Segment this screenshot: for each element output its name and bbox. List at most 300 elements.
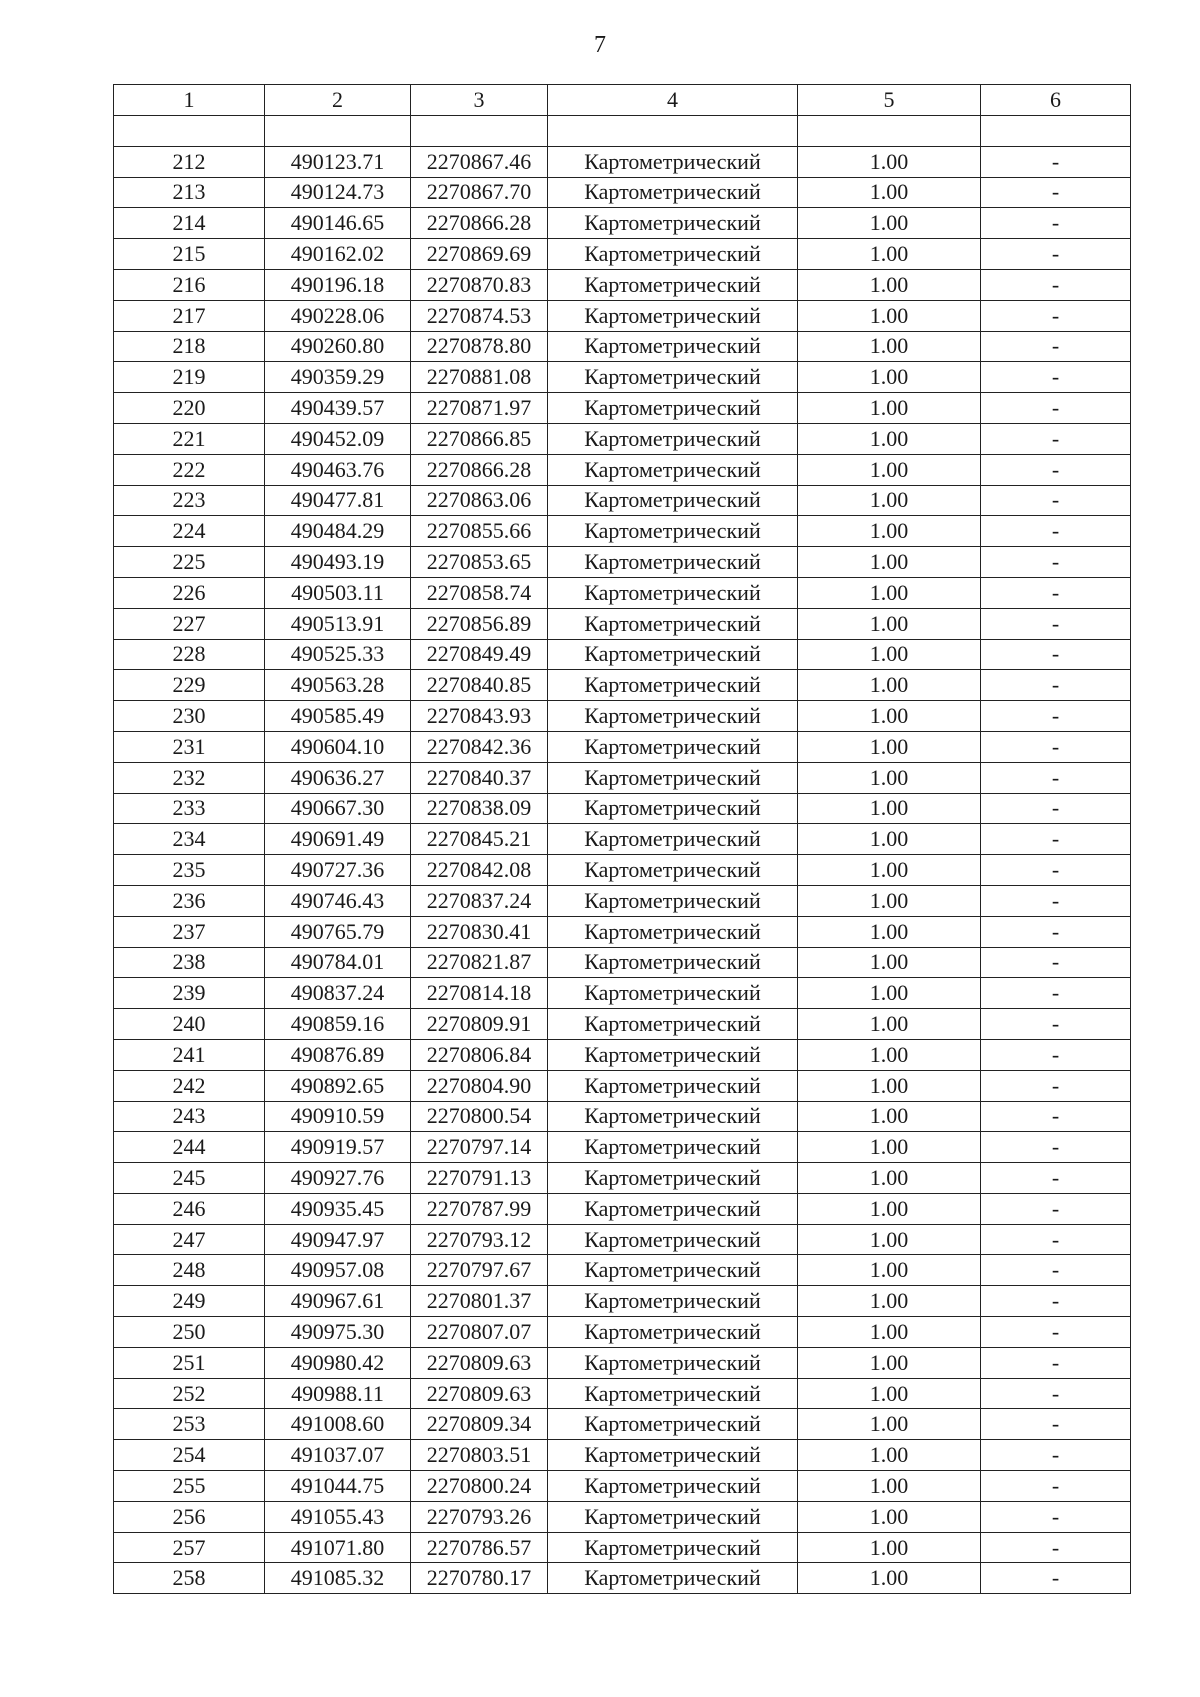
x-coordinate-cell: 490439.57 [265, 393, 411, 424]
header-cell: 4 [548, 85, 798, 116]
point-number-cell: 251 [114, 1347, 265, 1378]
y-coordinate-cell: 2270867.70 [411, 177, 548, 208]
table-row [114, 1471, 1131, 1502]
point-number-cell: 229 [114, 670, 265, 701]
accuracy-cell: 1.00 [798, 916, 981, 947]
table-row [114, 855, 1131, 886]
table-row [114, 1440, 1131, 1471]
method-cell: Картометрический [548, 1255, 798, 1286]
accuracy-cell: 1.00 [798, 1532, 981, 1563]
description-cell: - [981, 1224, 1131, 1255]
x-coordinate-cell: 490765.79 [265, 916, 411, 947]
table-row [114, 300, 1131, 331]
description-cell: - [981, 362, 1131, 393]
x-coordinate-cell: 490636.27 [265, 762, 411, 793]
description-cell: - [981, 762, 1131, 793]
point-number-cell: 212 [114, 146, 265, 177]
y-coordinate-cell: 2270791.13 [411, 1163, 548, 1194]
table-row [114, 1132, 1131, 1163]
y-coordinate-cell: 2270878.80 [411, 331, 548, 362]
description-cell: - [981, 1255, 1131, 1286]
method-cell: Картометрический [548, 1347, 798, 1378]
header-cell: 5 [798, 85, 981, 116]
accuracy-cell: 1.00 [798, 1132, 981, 1163]
method-cell: Картометрический [548, 1132, 798, 1163]
y-coordinate-cell: 2270867.46 [411, 146, 548, 177]
method-cell: Картометрический [548, 947, 798, 978]
method-cell: Картометрический [548, 1440, 798, 1471]
point-number-cell: 257 [114, 1532, 265, 1563]
accuracy-cell: 1.00 [798, 331, 981, 362]
accuracy-cell: 1.00 [798, 947, 981, 978]
method-cell: Картометрический [548, 208, 798, 239]
point-number-cell: 256 [114, 1501, 265, 1532]
method-cell: Картометрический [548, 547, 798, 578]
table-row [114, 177, 1131, 208]
x-coordinate-cell: 491085.32 [265, 1563, 411, 1594]
x-coordinate-cell: 490563.28 [265, 670, 411, 701]
y-coordinate-cell: 2270840.37 [411, 762, 548, 793]
method-cell: Картометрический [548, 762, 798, 793]
y-coordinate-cell: 2270863.06 [411, 485, 548, 516]
y-coordinate-cell: 2270869.69 [411, 239, 548, 270]
accuracy-cell: 1.00 [798, 639, 981, 670]
accuracy-cell: 1.00 [798, 146, 981, 177]
x-coordinate-cell: 490228.06 [265, 300, 411, 331]
x-coordinate-cell: 490691.49 [265, 824, 411, 855]
y-coordinate-cell: 2270793.26 [411, 1501, 548, 1532]
y-coordinate-cell: 2270855.66 [411, 516, 548, 547]
accuracy-cell: 1.00 [798, 978, 981, 1009]
y-coordinate-cell: 2270870.83 [411, 269, 548, 300]
y-coordinate-cell: 2270803.51 [411, 1440, 548, 1471]
y-coordinate-cell: 2270797.67 [411, 1255, 548, 1286]
accuracy-cell: 1.00 [798, 731, 981, 762]
point-number-cell: 231 [114, 731, 265, 762]
point-number-cell: 223 [114, 485, 265, 516]
description-cell: - [981, 978, 1131, 1009]
point-number-cell: 226 [114, 577, 265, 608]
y-coordinate-cell: 2270814.18 [411, 978, 548, 1009]
description-cell: - [981, 1163, 1131, 1194]
point-number-cell: 252 [114, 1378, 265, 1409]
table-row [114, 1255, 1131, 1286]
table-row [114, 1009, 1131, 1040]
y-coordinate-cell: 2270787.99 [411, 1193, 548, 1224]
point-number-cell: 218 [114, 331, 265, 362]
y-coordinate-cell: 2270830.41 [411, 916, 548, 947]
accuracy-cell: 1.00 [798, 1286, 981, 1317]
header-cell: 6 [981, 85, 1131, 116]
y-coordinate-cell: 2270809.34 [411, 1409, 548, 1440]
point-number-cell: 233 [114, 793, 265, 824]
y-coordinate-cell: 2270793.12 [411, 1224, 548, 1255]
y-coordinate-cell: 2270866.28 [411, 454, 548, 485]
method-cell: Картометрический [548, 177, 798, 208]
method-cell: Картометрический [548, 1070, 798, 1101]
x-coordinate-cell: 490604.10 [265, 731, 411, 762]
x-coordinate-cell: 490503.11 [265, 577, 411, 608]
table-row [114, 516, 1131, 547]
description-cell: - [981, 547, 1131, 578]
description-cell: - [981, 1501, 1131, 1532]
table-row [114, 208, 1131, 239]
y-coordinate-cell: 2270881.08 [411, 362, 548, 393]
point-number-cell: 243 [114, 1101, 265, 1132]
point-number-cell: 230 [114, 701, 265, 732]
y-coordinate-cell: 2270838.09 [411, 793, 548, 824]
x-coordinate-cell: 491044.75 [265, 1471, 411, 1502]
description-cell: - [981, 824, 1131, 855]
y-coordinate-cell: 2270780.17 [411, 1563, 548, 1594]
method-cell: Картометрический [548, 362, 798, 393]
description-cell: - [981, 1070, 1131, 1101]
accuracy-cell: 1.00 [798, 1409, 981, 1440]
point-number-cell: 220 [114, 393, 265, 424]
y-coordinate-cell: 2270837.24 [411, 885, 548, 916]
point-number-cell: 244 [114, 1132, 265, 1163]
y-coordinate-cell: 2270804.90 [411, 1070, 548, 1101]
y-coordinate-cell: 2270800.54 [411, 1101, 548, 1132]
accuracy-cell: 1.00 [798, 1563, 981, 1594]
point-number-cell: 228 [114, 639, 265, 670]
y-coordinate-cell: 2270809.91 [411, 1009, 548, 1040]
y-coordinate-cell: 2270809.63 [411, 1378, 548, 1409]
method-cell: Картометрический [548, 1409, 798, 1440]
y-coordinate-cell: 2270842.08 [411, 855, 548, 886]
method-cell: Картометрический [548, 608, 798, 639]
accuracy-cell: 1.00 [798, 608, 981, 639]
x-coordinate-cell: 490525.33 [265, 639, 411, 670]
accuracy-cell: 1.00 [798, 1101, 981, 1132]
table-row [114, 1286, 1131, 1317]
description-cell: - [981, 1009, 1131, 1040]
method-cell: Картометрический [548, 1378, 798, 1409]
accuracy-cell: 1.00 [798, 1347, 981, 1378]
y-coordinate-cell: 2270866.85 [411, 423, 548, 454]
point-number-cell: 236 [114, 885, 265, 916]
method-cell: Картометрический [548, 454, 798, 485]
method-cell: Картометрический [548, 855, 798, 886]
table-row [114, 731, 1131, 762]
method-cell: Картометрический [548, 916, 798, 947]
blank-cell [411, 115, 548, 146]
method-cell: Картометрический [548, 516, 798, 547]
table-row [114, 885, 1131, 916]
y-coordinate-cell: 2270809.63 [411, 1347, 548, 1378]
method-cell: Картометрический [548, 670, 798, 701]
accuracy-cell: 1.00 [798, 701, 981, 732]
point-number-cell: 255 [114, 1471, 265, 1502]
table-row [114, 947, 1131, 978]
table-row [114, 331, 1131, 362]
header-cell: 2 [265, 85, 411, 116]
y-coordinate-cell: 2270853.65 [411, 547, 548, 578]
description-cell: - [981, 947, 1131, 978]
point-number-cell: 241 [114, 1039, 265, 1070]
x-coordinate-cell: 491055.43 [265, 1501, 411, 1532]
x-coordinate-cell: 490162.02 [265, 239, 411, 270]
method-cell: Картометрический [548, 331, 798, 362]
accuracy-cell: 1.00 [798, 454, 981, 485]
method-cell: Картометрический [548, 824, 798, 855]
table-row [114, 1163, 1131, 1194]
x-coordinate-cell: 490927.76 [265, 1163, 411, 1194]
method-cell: Картометрический [548, 1286, 798, 1317]
description-cell: - [981, 1101, 1131, 1132]
accuracy-cell: 1.00 [798, 269, 981, 300]
table-row [114, 978, 1131, 1009]
method-cell: Картометрический [548, 1193, 798, 1224]
point-number-cell: 219 [114, 362, 265, 393]
method-cell: Картометрический [548, 300, 798, 331]
x-coordinate-cell: 490585.49 [265, 701, 411, 732]
point-number-cell: 232 [114, 762, 265, 793]
description-cell: - [981, 208, 1131, 239]
y-coordinate-cell: 2270856.89 [411, 608, 548, 639]
x-coordinate-cell: 490957.08 [265, 1255, 411, 1286]
x-coordinate-cell: 490935.45 [265, 1193, 411, 1224]
x-coordinate-cell: 490260.80 [265, 331, 411, 362]
description-cell: - [981, 1532, 1131, 1563]
accuracy-cell: 1.00 [798, 793, 981, 824]
accuracy-cell: 1.00 [798, 670, 981, 701]
accuracy-cell: 1.00 [798, 393, 981, 424]
description-cell: - [981, 701, 1131, 732]
method-cell: Картометрический [548, 1532, 798, 1563]
table-row [114, 423, 1131, 454]
point-number-cell: 248 [114, 1255, 265, 1286]
point-number-cell: 238 [114, 947, 265, 978]
page-number: 7 [594, 32, 606, 58]
description-cell: - [981, 269, 1131, 300]
accuracy-cell: 1.00 [798, 300, 981, 331]
point-number-cell: 258 [114, 1563, 265, 1594]
accuracy-cell: 1.00 [798, 824, 981, 855]
table-row [114, 269, 1131, 300]
description-cell: - [981, 731, 1131, 762]
blank-cell [265, 115, 411, 146]
method-cell: Картометрический [548, 1501, 798, 1532]
accuracy-cell: 1.00 [798, 1193, 981, 1224]
accuracy-cell: 1.00 [798, 1009, 981, 1040]
x-coordinate-cell: 490146.65 [265, 208, 411, 239]
table-row [114, 485, 1131, 516]
point-number-cell: 239 [114, 978, 265, 1009]
accuracy-cell: 1.00 [798, 423, 981, 454]
description-cell: - [981, 485, 1131, 516]
y-coordinate-cell: 2270797.14 [411, 1132, 548, 1163]
table-row [114, 1409, 1131, 1440]
point-number-cell: 246 [114, 1193, 265, 1224]
table-row [114, 1101, 1131, 1132]
y-coordinate-cell: 2270807.07 [411, 1317, 548, 1348]
table-row [114, 1378, 1131, 1409]
point-number-cell: 237 [114, 916, 265, 947]
description-cell: - [981, 423, 1131, 454]
description-cell: - [981, 1193, 1131, 1224]
table-row [114, 1193, 1131, 1224]
table-row [114, 239, 1131, 270]
table-blank-row [114, 115, 1131, 146]
x-coordinate-cell: 490892.65 [265, 1070, 411, 1101]
accuracy-cell: 1.00 [798, 485, 981, 516]
accuracy-cell: 1.00 [798, 1317, 981, 1348]
x-coordinate-cell: 490493.19 [265, 547, 411, 578]
table-row [114, 577, 1131, 608]
accuracy-cell: 1.00 [798, 362, 981, 393]
y-coordinate-cell: 2270800.24 [411, 1471, 548, 1502]
y-coordinate-cell: 2270842.36 [411, 731, 548, 762]
accuracy-cell: 1.00 [798, 577, 981, 608]
table-row [114, 1532, 1131, 1563]
table-row [114, 670, 1131, 701]
x-coordinate-cell: 490975.30 [265, 1317, 411, 1348]
point-number-cell: 240 [114, 1009, 265, 1040]
method-cell: Картометрический [548, 1224, 798, 1255]
point-number-cell: 242 [114, 1070, 265, 1101]
point-number-cell: 213 [114, 177, 265, 208]
accuracy-cell: 1.00 [798, 177, 981, 208]
method-cell: Картометрический [548, 485, 798, 516]
x-coordinate-cell: 491037.07 [265, 1440, 411, 1471]
x-coordinate-cell: 490784.01 [265, 947, 411, 978]
blank-cell [798, 115, 981, 146]
accuracy-cell: 1.00 [798, 516, 981, 547]
method-cell: Картометрический [548, 639, 798, 670]
table-row [114, 146, 1131, 177]
description-cell: - [981, 885, 1131, 916]
description-cell: - [981, 608, 1131, 639]
accuracy-cell: 1.00 [798, 208, 981, 239]
x-coordinate-cell: 490967.61 [265, 1286, 411, 1317]
method-cell: Картометрический [548, 1563, 798, 1594]
x-coordinate-cell: 490463.76 [265, 454, 411, 485]
x-coordinate-cell: 490123.71 [265, 146, 411, 177]
blank-cell [981, 115, 1131, 146]
point-number-cell: 249 [114, 1286, 265, 1317]
description-cell: - [981, 300, 1131, 331]
accuracy-cell: 1.00 [798, 762, 981, 793]
point-number-cell: 222 [114, 454, 265, 485]
x-coordinate-cell: 490477.81 [265, 485, 411, 516]
x-coordinate-cell: 490484.29 [265, 516, 411, 547]
x-coordinate-cell: 490667.30 [265, 793, 411, 824]
table-row [114, 1070, 1131, 1101]
accuracy-cell: 1.00 [798, 1471, 981, 1502]
accuracy-cell: 1.00 [798, 855, 981, 886]
table-row [114, 1347, 1131, 1378]
y-coordinate-cell: 2270806.84 [411, 1039, 548, 1070]
description-cell: - [981, 239, 1131, 270]
table-row [114, 1224, 1131, 1255]
description-cell: - [981, 1440, 1131, 1471]
point-number-cell: 224 [114, 516, 265, 547]
x-coordinate-cell: 491071.80 [265, 1532, 411, 1563]
accuracy-cell: 1.00 [798, 885, 981, 916]
table-row [114, 1563, 1131, 1594]
table-row [114, 547, 1131, 578]
header-cell: 3 [411, 85, 548, 116]
y-coordinate-cell: 2270858.74 [411, 577, 548, 608]
description-cell: - [981, 1347, 1131, 1378]
point-number-cell: 253 [114, 1409, 265, 1440]
method-cell: Картометрический [548, 1101, 798, 1132]
method-cell: Картометрический [548, 731, 798, 762]
method-cell: Картометрический [548, 701, 798, 732]
header-cell: 1 [114, 85, 265, 116]
description-cell: - [981, 331, 1131, 362]
accuracy-cell: 1.00 [798, 1070, 981, 1101]
x-coordinate-cell: 490980.42 [265, 1347, 411, 1378]
y-coordinate-cell: 2270786.57 [411, 1532, 548, 1563]
point-number-cell: 216 [114, 269, 265, 300]
point-number-cell: 217 [114, 300, 265, 331]
method-cell: Картометрический [548, 1317, 798, 1348]
accuracy-cell: 1.00 [798, 1039, 981, 1070]
method-cell: Картометрический [548, 885, 798, 916]
table-row [114, 1317, 1131, 1348]
description-cell: - [981, 1039, 1131, 1070]
table-row [114, 916, 1131, 947]
method-cell: Картометрический [548, 146, 798, 177]
x-coordinate-cell: 490359.29 [265, 362, 411, 393]
table-row [114, 701, 1131, 732]
x-coordinate-cell: 490727.36 [265, 855, 411, 886]
accuracy-cell: 1.00 [798, 1440, 981, 1471]
description-cell: - [981, 639, 1131, 670]
x-coordinate-cell: 490859.16 [265, 1009, 411, 1040]
coordinates-table [113, 84, 1131, 1594]
point-number-cell: 225 [114, 547, 265, 578]
description-cell: - [981, 1563, 1131, 1594]
y-coordinate-cell: 2270801.37 [411, 1286, 548, 1317]
x-coordinate-cell: 490452.09 [265, 423, 411, 454]
method-cell: Картометрический [548, 1163, 798, 1194]
y-coordinate-cell: 2270843.93 [411, 701, 548, 732]
description-cell: - [981, 1286, 1131, 1317]
method-cell: Картометрический [548, 1009, 798, 1040]
point-number-cell: 235 [114, 855, 265, 886]
description-cell: - [981, 1378, 1131, 1409]
point-number-cell: 234 [114, 824, 265, 855]
accuracy-cell: 1.00 [798, 1163, 981, 1194]
accuracy-cell: 1.00 [798, 1378, 981, 1409]
method-cell: Картометрический [548, 269, 798, 300]
point-number-cell: 215 [114, 239, 265, 270]
table-row [114, 793, 1131, 824]
y-coordinate-cell: 2270874.53 [411, 300, 548, 331]
y-coordinate-cell: 2270871.97 [411, 393, 548, 424]
accuracy-cell: 1.00 [798, 547, 981, 578]
x-coordinate-cell: 490919.57 [265, 1132, 411, 1163]
table-body [114, 85, 1131, 1594]
description-cell: - [981, 1471, 1131, 1502]
method-cell: Картометрический [548, 393, 798, 424]
point-number-cell: 254 [114, 1440, 265, 1471]
table-row [114, 608, 1131, 639]
x-coordinate-cell: 490196.18 [265, 269, 411, 300]
method-cell: Картометрический [548, 577, 798, 608]
method-cell: Картометрический [548, 978, 798, 1009]
table-row [114, 454, 1131, 485]
point-number-cell: 250 [114, 1317, 265, 1348]
description-cell: - [981, 793, 1131, 824]
x-coordinate-cell: 490746.43 [265, 885, 411, 916]
table-row [114, 1501, 1131, 1532]
description-cell: - [981, 670, 1131, 701]
x-coordinate-cell: 490837.24 [265, 978, 411, 1009]
